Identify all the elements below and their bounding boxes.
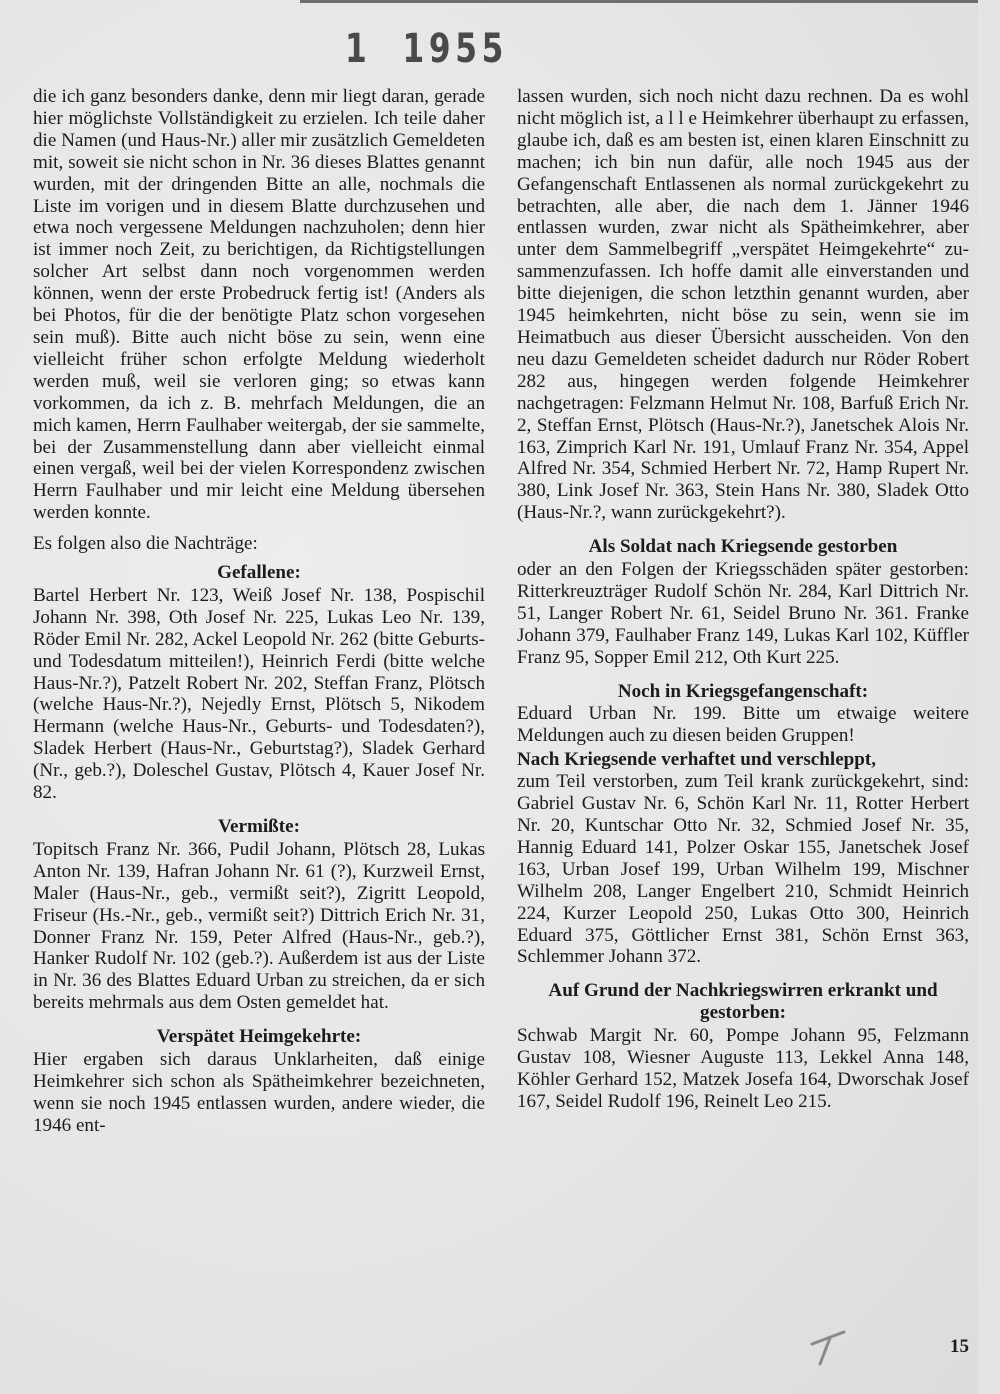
section-heading-vermisste: Vermißte:: [217, 816, 300, 837]
lead-in: Es folgen also die Nachträge:: [33, 533, 258, 555]
section-heading-verhaftet: Nach Kriegsende verhaftet und verschleppt,: [517, 749, 877, 771]
page-number: 15: [950, 1336, 969, 1357]
section-heading-soldat: Als Soldat nach Kriegsende gestorben: [588, 536, 898, 558]
nachkrieg-list: Schwab Margit Nr. 60, Pompe Johann 95, Felzmann Gustav 108, Wiesner Auguste 113, Lekkel Anna 148, Köhler Gerhard 152, Matzek Josefa 164, Dworschak Josef 167, Seidel Rudolf 196, Reinelt Leo 215.: [517, 1025, 969, 1112]
handwritten-1-mark-icon: [808, 1330, 848, 1370]
vermisste-list: Topitsch Franz Nr. 366, Pudil Johann, Plötsch 28, Lukas Anton Nr. 139, Hafran Johann Nr. 61 (?), Kurzweil Ernst, Maler (Haus-Nr., geb., vermißt seit?), Zigritt Leopold, Friseur (Hs.-Nr., geb., vermißt seit?) Dittrich Erich Nr. 31, Donner Franz Nr. 159, Peter Alfred (Haus-Nr., geb.?), Hanker Rudolf Nr. 102 (geb.?). Außerdem ist aus der Liste in Nr. 36 des Blattes Eduard Urban zu streichen, da er sich bereits mehrmals aus dem Osten gemeldet hat.: [33, 838, 485, 1014]
header-year: 1 1955: [345, 26, 509, 72]
verspaetet-paragraph: Hier ergaben sich daraus Unklarheiten, daß einige Heimkehrer sich schon als Spätheimkehrer bezeichneten, wenn sie noch 1945 entlassen wurden, andere wieder, die 1946 ent-: [33, 1049, 485, 1136]
section-heading-gefallene: Gefallene:: [217, 562, 301, 584]
scan-edge-shadow: [300, 0, 978, 3]
soldat-list: oder an den Folgen der Kriegsschäden später gestorben: Ritterkreuzträger Rudolf Schön Nr. 284, Karl Dittrich Nr. 51, Langer Robert Nr. 61, Seidel Bruno Nr. 361. Franke Johann 379, Faulhaber Franz 149, Lukas Karl 102, Küffler Franz 95, Sopper Emil 212, Oth Kurt 225.: [517, 559, 969, 668]
verhaftet-list: zum Teil verstorben, zum Teil krank zurückgekehrt, sind: Gabriel Gustav Nr. 6, Schön Karl Nr. 11, Rotter Herbert Nr. 20, Kuntschar Otto Nr. 32, Schmied Josef Nr. 35, Hannig Eduard 141, Polzer Oskar 155, Janetschek Josef 163, Urban Josef 199, Urban Wilhelm 199, Mischner Wilhelm 208, Langer Engelbert 210, Schmidt Heinrich 224, Kurzer Leopold 250, Lukas Otto 300, Heinrich Eduard 375, Göttlicher Ernst 381, Schön Ernst 363, Schlemmer Johann 372.: [517, 771, 969, 968]
gefangenschaft-text: Eduard Urban Nr. 199. Bitte um etwaige weitere Meldungen auch zu diesen beiden Gruppen!: [517, 703, 969, 747]
gefallene-list: Bartel Herbert Nr. 123, Weiß Josef Nr. 138, Pospischil Johann Nr. 398, Oth Josef Nr. 225, Lukas Leo Nr. 139, Röder Emil Nr. 282, Ackel Leopold Nr. 262 (bitte Geburts- und Todesdatum mitteilen!), Heinrich Ferdi (bitte welche Haus-Nr.?), Patzelt Robert Nr. 202, Steffan Franz, Plötsch (welche Haus-Nr.?), Nejedly Ernst, Plötsch 5, Nikodem Hermann (welche Haus-Nr., Geburts- und Todesdaten?), Sladek Herbert (Haus-Nr., Geburtstag?), Sladek Gerhard (Nr., geb.?), Doleschel Gustav, Plötsch 4, Kauer Josef Nr. 82.: [33, 584, 485, 804]
section-heading-verspaetet: Verspätet Heimgekehrte:: [156, 1026, 362, 1048]
right-column: [517, 86, 969, 1113]
section-heading-gefangenschaft: Noch in Kriegsgefangenschaft:: [617, 680, 869, 702]
section-heading-nachkrieg: Auf Grund der Nachkriegswirren erkrankt und gestorben:: [548, 980, 938, 1024]
verspaetet-continued: lassen wurden, sich noch nicht dazu rechnen. Da es wohl nicht möglich ist, a l l e Heimkehrer überhaupt zu erfassen, glaube ich, daß es am besten ist, einen klaren Einschnitt zu machen; ich bin nun dafür, alle noch 1945 aus der Gefangenschaft Entlassenen als normal zurückgekehrt zu betrachten, alle aber, die nach dem 1. Jänner 1946 entlassen wurden, zwar nicht als Spätheimkehrer, aber unter dem Sammelbegriff „verspätet Heimgekehrte“ zusammenzufassen. Ich hoffe damit alle einverstanden und bitte diejenigen, die schon letzthin genannt wurden, aber 1945 heimkehrten, nicht böse zu sein, wenn sie im Heimatbuch aus dieser Übersicht ausscheiden. Von den neu dazu Gemeldeten scheidet dadurch nur Röder Robert 282 aus, hingegen werden folgende Heimkehrer nachgetragen: Felzmann Helmut Nr. 108, Barfuß Erich Nr. 2, Steffan Ernst, Plötsch (Haus-Nr.?), Janetschek Alois Nr. 163, Zimprich Karl Nr. 191, Umlauf Franz Nr. 354, Appel Alfred Nr. 354, Schmied Herbert Nr. 72, Hamp Rupert Nr. 380, Link Josef Nr. 363, Stein Hans Nr. 380, Sladek Otto (Haus-Nr.?, wann zurückgekehrt?).: [517, 86, 969, 524]
left-column: [33, 86, 485, 1137]
intro-paragraph: die ich ganz besonders danke, denn mir liegt daran, gerade hier möglichste Vollständigkeit zu erzielen. Ich teile daher die Namen (und Haus-Nr.) aller mir zusätzlich Gemeldeten mit, soweit sie nicht schon in Nr. 36 dieses Blattes genannt wurden, mit der dringenden Bitte an alle, nochmals die Liste im vorigen und in diesem Blatte durchzusehen und etwa noch vergessene Meldungen nachzuholen; denn hier ist immer noch Zeit, zu berichtigen, da Richtigstellungen solcher Art selbst dann noch vorgenommen werden können, wenn der erste Probedruck fertig ist! (Anders als bei Photos, für die der benötigte Platz schon vorgesehen sein muß). Bitte auch nicht böse zu sein, wenn eine vielleicht früher schon erfolgte Meldung wiederholt werden muß, weil sie verloren ging; so etwas kann vorkommen, da ich z. B. mehrfach Meldungen, die an mich kamen, Herrn Faulhaber weitergab, der sie sammelte, bei der Zusammenstellung dann aber vielleicht einmal einen vergaß, weil bei der vielen Korrespondenz zwischen Herrn Faulhaber und mir leicht eine Meldung übersehen werden konnte.: [33, 86, 485, 524]
